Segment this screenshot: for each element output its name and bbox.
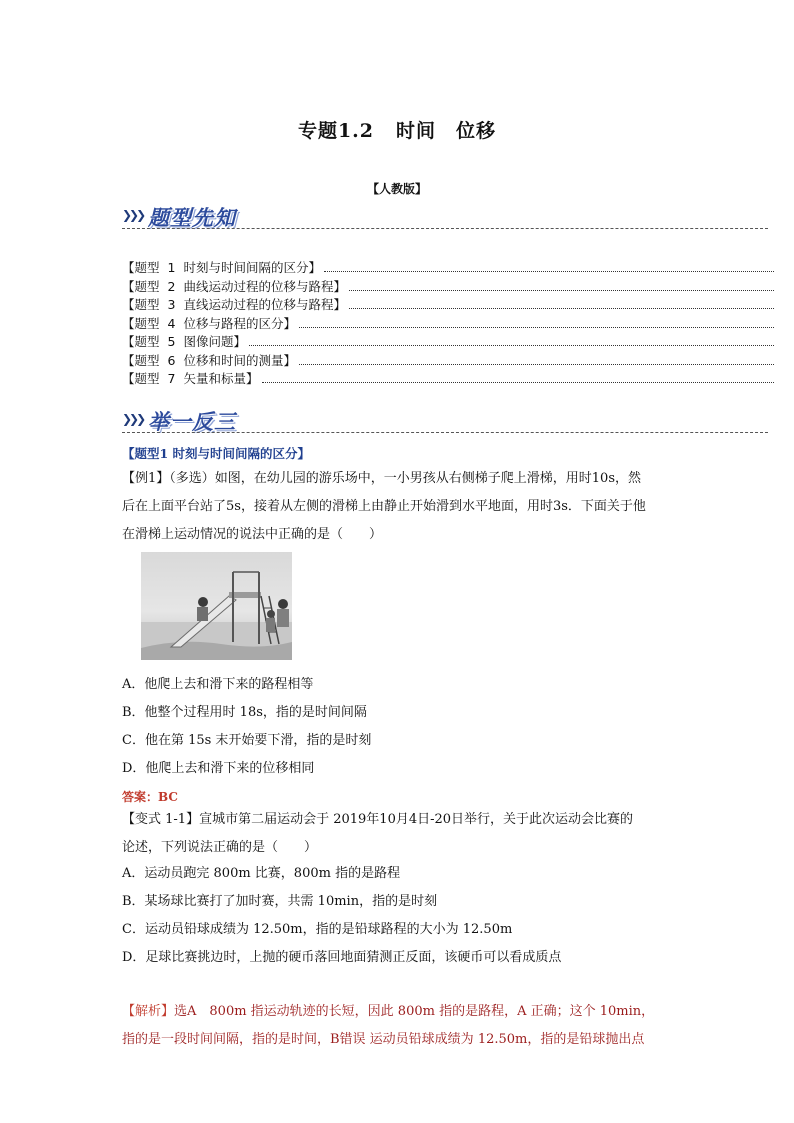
toc-leader-dots (324, 261, 774, 272)
toc-banner-text: 题型先知 (148, 205, 236, 230)
toc-item[interactable]: 【题型 6 位移和时间的测量】 (122, 351, 774, 369)
practice-banner (122, 406, 768, 434)
toc-leader-dots (299, 317, 774, 328)
example-line-3: 在滑梯上运动情况的说法中正确的是（ ） (122, 527, 383, 542)
toc-leader-dots (349, 298, 774, 309)
variant-line-1: 【变式 1-1】宣城市第二届运动会于 2019年10月4日-20日举行，关于此次运动会比赛的 (122, 812, 634, 827)
page-title: 专题1.2 时间 位移 (297, 120, 497, 142)
toc-item[interactable]: 【题型 5 图像问题】 (122, 332, 774, 350)
option-item: D．他爬上去和滑下来的位移相同 (122, 761, 315, 776)
toc-banner (122, 202, 768, 230)
example-line-1: 【例1】（多选）如图，在幼儿园的游乐场中，一小男孩从右侧梯子爬上滑梯，用时10s，然 (122, 471, 641, 486)
variant-line-2: 论述，下列说法正确的是（ ） (122, 840, 318, 855)
analysis-line-2: 指的是一段时间间隔，指的是时间，B错误 运动员铅球成绩为 12.50m，指的是铅球抛出点 (122, 1032, 645, 1047)
toc-item[interactable]: 【题型 7 矢量和标量】 (122, 369, 774, 387)
option-item: C．他在第 15s 末开始要下滑，指的是时刻 (122, 733, 372, 748)
practice-banner-text: 举一反三 (148, 409, 236, 434)
toc-leader-dots (262, 372, 774, 383)
analysis-label: 【解析】 (122, 1004, 175, 1019)
chevrons-icon: ❯❯❯ (122, 208, 144, 222)
option-item: A．运动员跑完 800m 比赛，800m 指的是路程 (122, 866, 401, 881)
example-line-2: 后在上面平台站了5s，接着从左侧的滑梯上由静止开始滑到水平地面，用时3s．下面关于他 (122, 499, 646, 514)
option-item: B．他整个过程用时 18s，指的是时间间隔 (122, 705, 367, 720)
example-label: 【例1】 (122, 471, 170, 486)
banner-divider (122, 432, 768, 433)
toc-item[interactable]: 【题型 3 直线运动过程的位移与路程】 (122, 295, 774, 313)
option-item: A．他爬上去和滑下来的路程相等 (122, 677, 314, 692)
option-item: D．足球比赛挑边时，上抛的硬币落回地面猜测正反面，该硬币可以看成质点 (122, 950, 562, 965)
toc-item[interactable]: 【题型 2 曲线运动过程的位移与路程】 (122, 277, 774, 295)
answer-text: 答案：BC (122, 790, 178, 804)
analysis-line-1: 【解析】选A 800m 指运动轨迹的长短，因此 800m 指的是路程，A 正确；这个 10min， (122, 1004, 655, 1019)
slide-photo (141, 552, 292, 660)
toc-leader-dots (249, 335, 774, 346)
toc-leader-dots (349, 280, 774, 291)
toc-item[interactable]: 【题型 1 时刻与时间间隔的区分】 (122, 258, 774, 276)
banner-divider (122, 228, 768, 229)
variant-label: 【变式 1-1】 (122, 812, 200, 827)
option-item: B．某场球比赛打了加时赛，共需 10min，指的是时刻 (122, 894, 438, 909)
toc-leader-dots (299, 354, 774, 365)
section-heading: 【题型1 时刻与时间间隔的区分】 (122, 446, 311, 461)
toc-item[interactable]: 【题型 4 位移与路程的区分】 (122, 314, 774, 332)
edition-label: 【人教版】 (366, 182, 427, 196)
chevrons-icon: ❯❯❯ (122, 412, 144, 426)
option-item: C．运动员铅球成绩为 12.50m，指的是铅球路程的大小为 12.50m (122, 922, 513, 937)
